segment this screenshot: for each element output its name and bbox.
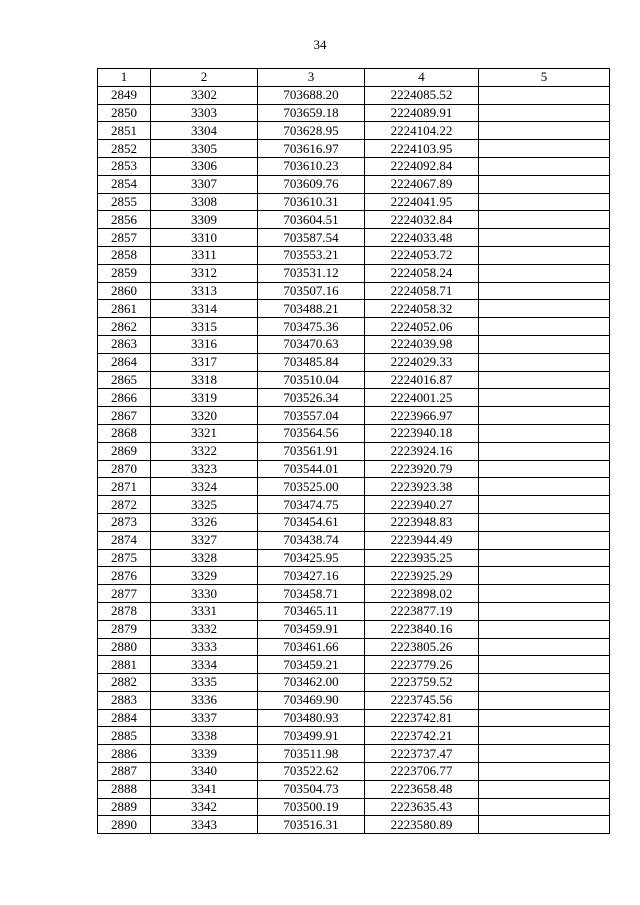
table-cell: 2887 — [98, 763, 151, 781]
table-cell: 703628.95 — [258, 122, 365, 140]
table-cell: 703507.16 — [258, 282, 365, 300]
table-cell — [479, 157, 610, 175]
table-row — [98, 745, 610, 763]
table-cell: 2223940.27 — [365, 496, 479, 514]
table-cell: 2224058.32 — [365, 300, 479, 318]
table-cell: 703469.90 — [258, 691, 365, 709]
table-cell — [479, 780, 610, 798]
table-cell — [479, 122, 610, 140]
table-row — [98, 602, 610, 620]
table-cell: 2864 — [98, 353, 151, 371]
table-cell: 3326 — [151, 513, 258, 531]
table-row — [98, 193, 610, 211]
table-row — [98, 371, 610, 389]
table-cell: 3334 — [151, 656, 258, 674]
table-row — [98, 549, 610, 567]
table-cell: 3333 — [151, 638, 258, 656]
table-cell: 3310 — [151, 229, 258, 247]
table-cell — [479, 318, 610, 336]
table-cell: 3305 — [151, 140, 258, 158]
table-cell: 3338 — [151, 727, 258, 745]
table-cell: 2850 — [98, 104, 151, 122]
table-cell: 2855 — [98, 193, 151, 211]
table-cell — [479, 229, 610, 247]
table-cell: 2224001.25 — [365, 389, 479, 407]
table-cell — [479, 496, 610, 514]
table-cell — [479, 816, 610, 834]
table-cell: 703516.31 — [258, 816, 365, 834]
table-row — [98, 709, 610, 727]
table-cell: 2223920.79 — [365, 460, 479, 478]
table-cell — [479, 620, 610, 638]
table-cell — [479, 460, 610, 478]
table-cell: 3320 — [151, 407, 258, 425]
table-cell: 703500.19 — [258, 798, 365, 816]
table-cell: 2224032.84 — [365, 211, 479, 229]
table-cell: 2223635.43 — [365, 798, 479, 816]
table-cell: 2224058.71 — [365, 282, 479, 300]
table-cell — [479, 763, 610, 781]
table-row — [98, 798, 610, 816]
table-cell: 703610.31 — [258, 193, 365, 211]
table-row — [98, 86, 610, 104]
table-cell: 703438.74 — [258, 531, 365, 549]
table-row — [98, 389, 610, 407]
table-row — [98, 318, 610, 336]
table-cell — [479, 513, 610, 531]
table-cell: 3324 — [151, 478, 258, 496]
table-cell: 703425.95 — [258, 549, 365, 567]
table-cell — [479, 371, 610, 389]
table-cell: 2224085.52 — [365, 86, 479, 104]
table-cell: 2888 — [98, 780, 151, 798]
table-row — [98, 567, 610, 585]
table-cell: 2853 — [98, 157, 151, 175]
table-cell: 703544.01 — [258, 460, 365, 478]
table-cell — [479, 531, 610, 549]
table-cell: 703427.16 — [258, 567, 365, 585]
table-cell: 703485.84 — [258, 353, 365, 371]
table-cell: 3319 — [151, 389, 258, 407]
table-cell: 703461.66 — [258, 638, 365, 656]
table-cell: 703499.91 — [258, 727, 365, 745]
table-cell: 2857 — [98, 229, 151, 247]
table-row — [98, 656, 610, 674]
table-cell: 2858 — [98, 246, 151, 264]
table-cell: 3318 — [151, 371, 258, 389]
table-cell: 703474.75 — [258, 496, 365, 514]
table-cell: 3330 — [151, 585, 258, 603]
table-cell: 3332 — [151, 620, 258, 638]
table-cell: 3306 — [151, 157, 258, 175]
table-cell: 2870 — [98, 460, 151, 478]
table-cell: 2223923.38 — [365, 478, 479, 496]
table-cell: 3314 — [151, 300, 258, 318]
table-cell — [479, 407, 610, 425]
table-row — [98, 246, 610, 264]
table-row — [98, 585, 610, 603]
table-cell: 703564.56 — [258, 424, 365, 442]
table-cell: 703504.73 — [258, 780, 365, 798]
table-cell: 2871 — [98, 478, 151, 496]
table-cell: 2224039.98 — [365, 335, 479, 353]
table-cell: 2224092.84 — [365, 157, 479, 175]
table-cell: 703522.62 — [258, 763, 365, 781]
coordinates-table — [97, 68, 610, 834]
table-cell: 2885 — [98, 727, 151, 745]
table-cell: 703525.00 — [258, 478, 365, 496]
table-cell: 2223877.19 — [365, 602, 479, 620]
table-cell: 2223966.97 — [365, 407, 479, 425]
table-cell: 2873 — [98, 513, 151, 531]
table-cell: 3323 — [151, 460, 258, 478]
table-cell: 2223944.49 — [365, 531, 479, 549]
table-cell: 2890 — [98, 816, 151, 834]
table-cell: 3312 — [151, 264, 258, 282]
table-cell: 703459.91 — [258, 620, 365, 638]
table-row — [98, 335, 610, 353]
table-cell: 2865 — [98, 371, 151, 389]
table-cell: 2224041.95 — [365, 193, 479, 211]
table-cell: 2224067.89 — [365, 175, 479, 193]
table-cell: 703475.36 — [258, 318, 365, 336]
table-cell: 2223742.81 — [365, 709, 479, 727]
table-cell: 2223580.89 — [365, 816, 479, 834]
table-cell: 703526.34 — [258, 389, 365, 407]
table-cell: 3309 — [151, 211, 258, 229]
table-cell: 2856 — [98, 211, 151, 229]
table-row — [98, 763, 610, 781]
table-cell: 3343 — [151, 816, 258, 834]
table-cell — [479, 691, 610, 709]
table-cell: 2224058.24 — [365, 264, 479, 282]
table-cell: 2223925.29 — [365, 567, 479, 585]
table-cell: 2851 — [98, 122, 151, 140]
table-row — [98, 442, 610, 460]
table-cell: 3315 — [151, 318, 258, 336]
table-cell: 2867 — [98, 407, 151, 425]
table-cell: 3316 — [151, 335, 258, 353]
table-cell: 2224104.22 — [365, 122, 479, 140]
table-cell: 703688.20 — [258, 86, 365, 104]
table-row — [98, 691, 610, 709]
table-cell: 3327 — [151, 531, 258, 549]
table-row — [98, 531, 610, 549]
table-row — [98, 264, 610, 282]
table-cell: 2882 — [98, 674, 151, 692]
table-cell: 703480.93 — [258, 709, 365, 727]
table-cell: 703470.63 — [258, 335, 365, 353]
table-cell: 703616.97 — [258, 140, 365, 158]
column-header-3: 3 — [258, 69, 365, 87]
table-cell: 3321 — [151, 424, 258, 442]
table-cell: 3331 — [151, 602, 258, 620]
table-cell: 3342 — [151, 798, 258, 816]
table-cell: 2860 — [98, 282, 151, 300]
table-cell: 3307 — [151, 175, 258, 193]
table-row — [98, 122, 610, 140]
table-cell: 2224053.72 — [365, 246, 479, 264]
table-cell: 703454.61 — [258, 513, 365, 531]
table-cell: 2868 — [98, 424, 151, 442]
table-cell — [479, 478, 610, 496]
table-body — [98, 86, 610, 833]
column-header-5: 5 — [479, 69, 610, 87]
table-cell — [479, 175, 610, 193]
table-cell: 2849 — [98, 86, 151, 104]
table-cell: 3325 — [151, 496, 258, 514]
table-cell — [479, 335, 610, 353]
table-cell — [479, 709, 610, 727]
table-cell: 2223658.48 — [365, 780, 479, 798]
column-header-4: 4 — [365, 69, 479, 87]
table-cell: 703557.04 — [258, 407, 365, 425]
table-cell — [479, 282, 610, 300]
table-cell — [479, 140, 610, 158]
table-row — [98, 211, 610, 229]
table-cell: 3335 — [151, 674, 258, 692]
table-cell: 703659.18 — [258, 104, 365, 122]
table-cell: 2876 — [98, 567, 151, 585]
table-cell: 2862 — [98, 318, 151, 336]
table-cell: 703561.91 — [258, 442, 365, 460]
table-cell — [479, 104, 610, 122]
table-cell — [479, 602, 610, 620]
table-cell: 2869 — [98, 442, 151, 460]
table-cell — [479, 549, 610, 567]
table-cell: 2223924.16 — [365, 442, 479, 460]
table-cell: 3304 — [151, 122, 258, 140]
table-cell — [479, 674, 610, 692]
table-cell: 703465.11 — [258, 602, 365, 620]
page-number: 34 — [313, 37, 327, 52]
table-cell: 3337 — [151, 709, 258, 727]
table-row — [98, 816, 610, 834]
table-row — [98, 620, 610, 638]
table-cell: 2884 — [98, 709, 151, 727]
table-cell — [479, 389, 610, 407]
table-cell: 2880 — [98, 638, 151, 656]
table-cell: 3308 — [151, 193, 258, 211]
table-cell: 2223805.26 — [365, 638, 479, 656]
table-row — [98, 496, 610, 514]
table-row — [98, 407, 610, 425]
table-row — [98, 727, 610, 745]
table-cell: 3303 — [151, 104, 258, 122]
table-cell — [479, 727, 610, 745]
table-cell: 2224033.48 — [365, 229, 479, 247]
table-cell: 2878 — [98, 602, 151, 620]
table-cell: 2866 — [98, 389, 151, 407]
table-row — [98, 353, 610, 371]
table-cell — [479, 353, 610, 371]
table-cell: 2859 — [98, 264, 151, 282]
table-cell: 2223840.16 — [365, 620, 479, 638]
table-cell — [479, 638, 610, 656]
table-cell: 2889 — [98, 798, 151, 816]
table-cell: 2881 — [98, 656, 151, 674]
table-cell: 2223737.47 — [365, 745, 479, 763]
table-cell — [479, 567, 610, 585]
table-cell: 2223759.52 — [365, 674, 479, 692]
table-cell: 3329 — [151, 567, 258, 585]
table-cell: 3302 — [151, 86, 258, 104]
table-cell: 2883 — [98, 691, 151, 709]
table-row — [98, 300, 610, 318]
table-cell: 3317 — [151, 353, 258, 371]
table-cell: 2223745.56 — [365, 691, 479, 709]
table-cell — [479, 585, 610, 603]
table-cell: 703610.23 — [258, 157, 365, 175]
table-cell: 2854 — [98, 175, 151, 193]
table-cell — [479, 798, 610, 816]
table-cell: 2863 — [98, 335, 151, 353]
table-cell: 703462.00 — [258, 674, 365, 692]
table-cell: 2223948.83 — [365, 513, 479, 531]
table-cell: 2223940.18 — [365, 424, 479, 442]
table-cell: 703531.12 — [258, 264, 365, 282]
table-cell — [479, 264, 610, 282]
table-cell: 2223935.25 — [365, 549, 479, 567]
table-cell: 703511.98 — [258, 745, 365, 763]
table-row — [98, 229, 610, 247]
table-cell: 2874 — [98, 531, 151, 549]
table-row — [98, 638, 610, 656]
table-cell: 2223706.77 — [365, 763, 479, 781]
table-cell: 3341 — [151, 780, 258, 798]
table-cell: 703488.21 — [258, 300, 365, 318]
table-cell: 2852 — [98, 140, 151, 158]
table-row — [98, 780, 610, 798]
column-header-1: 1 — [98, 69, 151, 87]
table-cell — [479, 211, 610, 229]
table-cell: 703609.76 — [258, 175, 365, 193]
table-cell — [479, 424, 610, 442]
table-cell: 2875 — [98, 549, 151, 567]
table-cell: 2879 — [98, 620, 151, 638]
table-cell: 3313 — [151, 282, 258, 300]
table-row — [98, 282, 610, 300]
table-cell — [479, 86, 610, 104]
table-cell: 2224089.91 — [365, 104, 479, 122]
table-row — [98, 140, 610, 158]
table-cell: 2223779.26 — [365, 656, 479, 674]
table-cell: 703458.71 — [258, 585, 365, 603]
table-row — [98, 513, 610, 531]
table-row — [98, 157, 610, 175]
table-row — [98, 104, 610, 122]
table-cell: 2877 — [98, 585, 151, 603]
table-cell — [479, 300, 610, 318]
table-cell: 3339 — [151, 745, 258, 763]
table-row — [98, 424, 610, 442]
table-cell: 3311 — [151, 246, 258, 264]
table-cell — [479, 442, 610, 460]
table-row — [98, 460, 610, 478]
table-cell: 2872 — [98, 496, 151, 514]
table-cell: 2224103.95 — [365, 140, 479, 158]
column-header-2: 2 — [151, 69, 258, 87]
table-cell: 703587.54 — [258, 229, 365, 247]
table-cell — [479, 246, 610, 264]
table-row — [98, 175, 610, 193]
table-cell: 2861 — [98, 300, 151, 318]
table-cell: 2224016.87 — [365, 371, 479, 389]
table-cell: 2224052.06 — [365, 318, 479, 336]
table-cell — [479, 745, 610, 763]
table-cell: 703604.51 — [258, 211, 365, 229]
table-cell — [479, 656, 610, 674]
table-cell: 3340 — [151, 763, 258, 781]
table-cell: 2223742.21 — [365, 727, 479, 745]
table-cell: 3336 — [151, 691, 258, 709]
table-cell: 703510.04 — [258, 371, 365, 389]
table-cell: 703459.21 — [258, 656, 365, 674]
table-cell: 3328 — [151, 549, 258, 567]
table-cell — [479, 193, 610, 211]
table-cell: 2886 — [98, 745, 151, 763]
table-row — [98, 478, 610, 496]
table-header-row — [98, 69, 610, 87]
table-cell: 3322 — [151, 442, 258, 460]
table-cell: 703553.21 — [258, 246, 365, 264]
table-row — [98, 674, 610, 692]
table-cell: 2223898.02 — [365, 585, 479, 603]
table-cell: 2224029.33 — [365, 353, 479, 371]
